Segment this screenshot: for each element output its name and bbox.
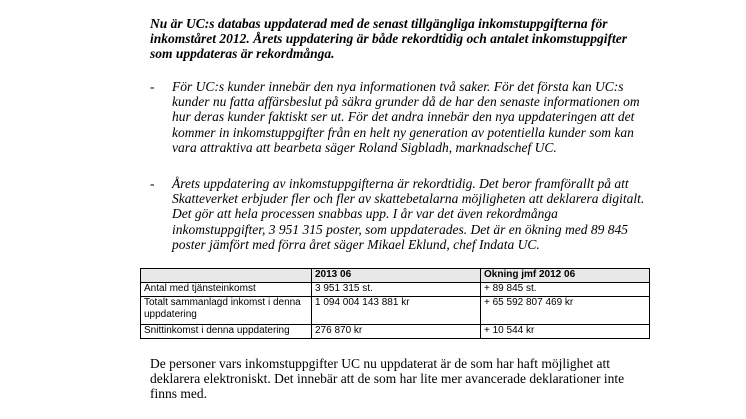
intro-paragraph: Nu är UC:s databas uppdaterad med de senast tillgängliga inkomstuppgifterna för inkomståret 2012. Årets uppdatering är både rekordtidig och antalet inkomstuppgifter som uppdateras är rekordmånga. [150,16,628,62]
bullet-text: För UC:s kunder innebär den nya informationen två saker. För det första kan UC:s kunder nu fatta affärsbeslut på säkra grunder då de har den senaste informationen om hur deras kunder faktiskt ser ut. För det andra innebär den nya uppdateringen att det kommer in inkomstuppgifter från en helt ny generation av potentiella kunder som kan vara attraktiva att bearbeta säger Roland Sigbladh, marknadschef UC. [172,79,640,155]
row-label: Snittinkomst i denna uppdatering [141,325,312,339]
table-row [141,297,650,325]
header-cell: 2013 06 [312,269,481,283]
table-header-row [141,269,650,283]
closing-paragraph: De personer vars inkomstuppgifter UC nu uppdaterat är de som har haft möjlighet att deklarera elektroniskt. Det innebär att de som har lite mer avancerade deklarationer inte finns med. [150,356,625,402]
header-cell [141,269,312,283]
cell-value: 3 951 315 st. [312,283,481,297]
table-row [141,283,650,297]
bullet-marker: - [150,176,155,191]
cell-change: + 89 845 st. [481,283,650,297]
cell-change: + 65 592 807 469 kr [481,297,650,325]
income-table [140,268,650,339]
cell-change: + 10 544 kr [481,325,650,339]
cell-value: 1 094 004 143 881 kr [312,297,481,325]
cell-value: 276 870 kr [312,325,481,339]
header-cell: Ökning jmf 2012 06 [481,269,650,283]
bullet-text: Årets uppdatering av inkomstuppgifterna är rekordtidig. Det beror framförallt på att Skatteverket erbjuder fler och fler av skattebetalarna möjligheten att deklarera digitalt. Det gör att hela processen snabbas upp. I år var det även rekordmånga inkomstuppgifter, 3 951 315 poster, som uppdaterades. Det är en ökning med 89 845 poster jämfört med förra året säger Mikael Eklund, chef Indata UC. [172,176,645,252]
row-label: Antal med tjänsteinkomst [141,283,312,297]
row-label: Totalt sammanlagd inkomst i denna uppdatering [141,297,312,325]
table-row [141,325,650,339]
bullet-marker: - [150,79,155,94]
